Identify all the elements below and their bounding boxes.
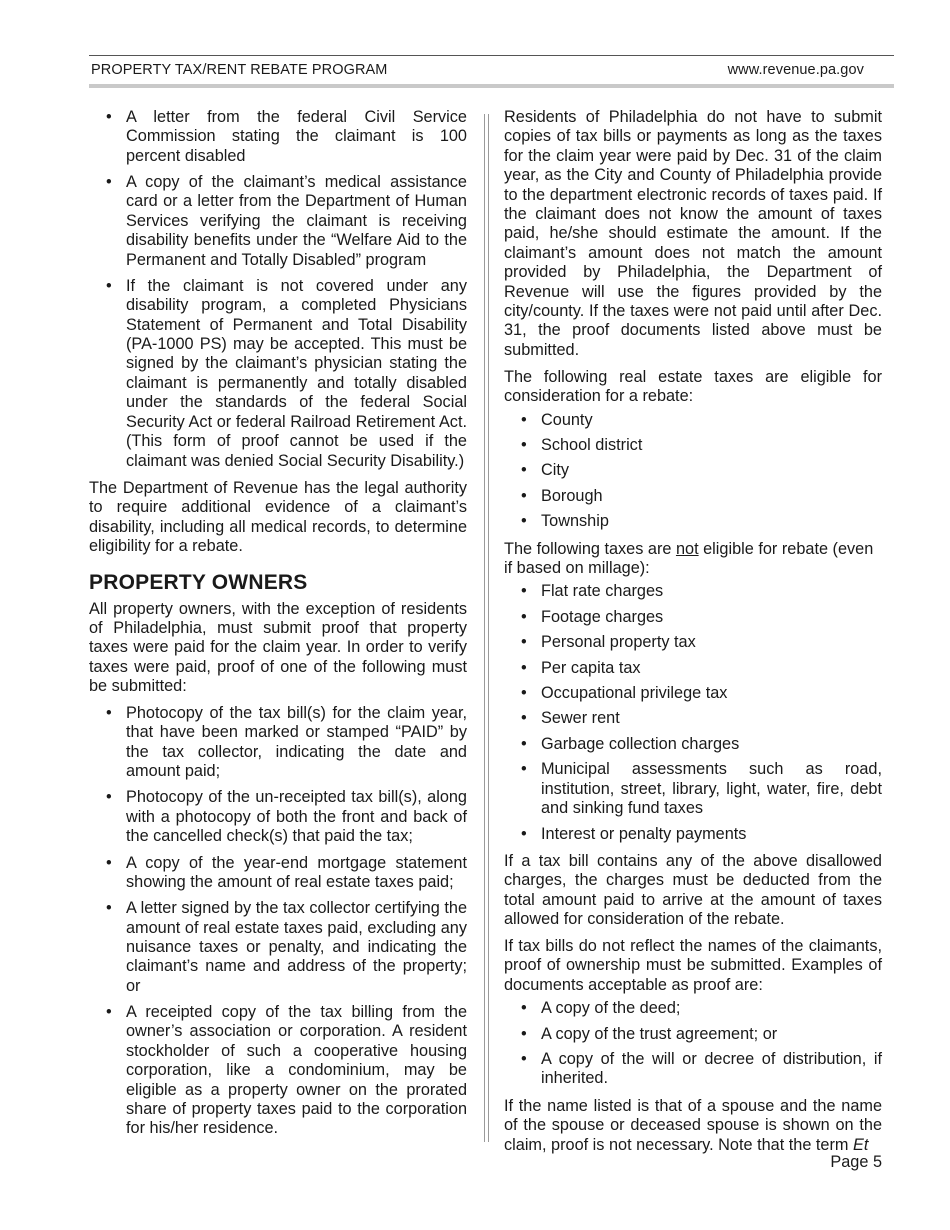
department-authority-paragraph: The Department of Revenue has the legal authority to require additional evidence of a claimant’s disability, including all medical records, to determine eligibility for a rebate. xyxy=(89,478,467,556)
list-item: • Sewer rent xyxy=(504,709,882,728)
list-item: • Borough xyxy=(504,487,882,506)
column-divider xyxy=(484,114,489,1142)
not-eligible-taxes-list xyxy=(504,582,882,843)
header-top-rule xyxy=(89,55,894,56)
disallowed-charges-paragraph: If a tax bill contains any of the above disallowed charges, the charges must be deducted from the total amount paid to arrive at the amount of taxes allowed for consideration of the rebate. xyxy=(504,851,882,929)
list-item: • A letter from the federal Civil Service Commission stating the claimant is 100 percent disabled xyxy=(89,108,467,166)
list-item: • A copy of the deed; xyxy=(504,999,882,1018)
list-item: • Flat rate charges xyxy=(504,582,882,601)
list-item: • A letter signed by the tax collector certifying the amount of real estate taxes paid, excluding any nuisance taxes or penalty, and indicating the claimant’s name and address of the property; or xyxy=(89,899,467,996)
ownership-proof-paragraph: If tax bills do not reflect the names of the claimants, proof of ownership must be submitted. Examples of documents acceptable as proof are: xyxy=(504,937,882,994)
list-item: • School district xyxy=(504,436,882,455)
list-item: • A copy of the trust agreement; or xyxy=(504,1025,882,1044)
eligible-intro: The following real estate taxes are eligible for consideration for a rebate: xyxy=(504,367,882,406)
not-eligible-intro-end: eligible for rebate (even if based on millage): xyxy=(504,539,874,578)
spouse-paragraph xyxy=(504,1097,882,1155)
right-column xyxy=(504,108,882,1163)
not-eligible-intro xyxy=(504,540,882,579)
list-item: • A copy of the claimant’s medical assistance card or a letter from the Department of Human Services verifying the claimant is receiving disability benefits under the “Welfare Aid to the Permanent and Totally Disabled” program xyxy=(89,173,467,270)
eligible-taxes-list xyxy=(504,411,882,532)
section-heading: PROPERTY OWNERS xyxy=(89,570,308,594)
list-item: • County xyxy=(504,411,882,430)
left-column xyxy=(89,108,467,1147)
website-url: www.revenue.pa.gov xyxy=(727,62,864,78)
page-number: Page 5 xyxy=(830,1153,882,1171)
header-bottom-rule xyxy=(89,84,894,88)
list-item: • Occupational privilege tax xyxy=(504,684,882,703)
list-item: • A receipted copy of the tax billing from the owner’s association or corporation. A resident stockholder of such a cooperative housing corporation, like a condominium, may be eligible as a property owner on the prorated share of property taxes paid to the corporation for his/her residence. xyxy=(89,1003,467,1139)
list-item: • City xyxy=(504,461,882,480)
not-eligible-intro-start: The following taxes are xyxy=(504,539,676,558)
ownership-documents-list xyxy=(504,999,882,1089)
list-item: • Personal property tax xyxy=(504,633,882,652)
not-emphasis: not xyxy=(675,539,699,558)
list-item: • Municipal assessments such as road, institution, street, library, light, water, fire, debt and sinking fund taxes xyxy=(504,760,882,818)
tax-proof-list xyxy=(89,704,467,1139)
list-item: • A copy of the will or decree of distribution, if inherited. xyxy=(504,1050,882,1089)
list-item: • If the claimant is not covered under any disability program, a completed Physicians Statement of Permanent and Total Disability (PA-1000 PS) may be accepted. This must be signed by the claimant’s physician stating the claimant is permanently and totally disabled under the standards of the federal Social Security Act or federal Railroad Retirement Act. (This form of proof cannot be used if the claimant was denied Social Security Disability.) xyxy=(89,277,467,471)
list-item: • Interest or penalty payments xyxy=(504,825,882,844)
program-title: PROPERTY TAX/RENT REBATE PROGRAM xyxy=(91,62,388,78)
disability-proof-list xyxy=(89,108,467,471)
list-item: • A copy of the year-end mortgage statement showing the amount of real estate taxes paid; xyxy=(89,854,467,893)
list-item: • Footage charges xyxy=(504,608,882,627)
list-item: • Garbage collection charges xyxy=(504,735,882,754)
page-header xyxy=(89,60,894,82)
list-item: • Township xyxy=(504,512,882,531)
spouse-paragraph-text: If the name listed is that of a spouse and the name of the spouse or deceased spouse is shown on the claim, proof is not necessary. Note that the term xyxy=(504,1096,882,1154)
philadelphia-paragraph: Residents of Philadelphia do not have to submit copies of tax bills or payments as long as the taxes for the claim year were paid by Dec. 31 of the claim year, as the City and County of Philadelphia provide to the department electronic records of taxes paid. If the claimant does not know the amount of taxes paid, he/she should estimate the amount. If the claimant’s amount does not match the amount provided by Philadelphia, the Department of Revenue will use the figures provided by the city/county. If the taxes were not paid until after Dec. 31, the proof documents listed above must be submitted. xyxy=(504,108,882,359)
list-item: • Photocopy of the tax bill(s) for the claim year, that have been marked or stamped “PAID” by the tax collector, indicating the date and amount paid; xyxy=(89,704,467,782)
list-item: • Photocopy of the un-receipted tax bill(s), along with a photocopy of both the front and back of the cancelled check(s) that paid the tax; xyxy=(89,788,467,846)
property-owners-paragraph: All property owners, with the exception of residents of Philadelphia, must submit proof that property taxes were paid for the claim year. In order to verify taxes were paid, proof of one of the following must be submitted: xyxy=(89,599,467,696)
list-item: • Per capita tax xyxy=(504,659,882,678)
et-term: Et xyxy=(853,1135,869,1154)
